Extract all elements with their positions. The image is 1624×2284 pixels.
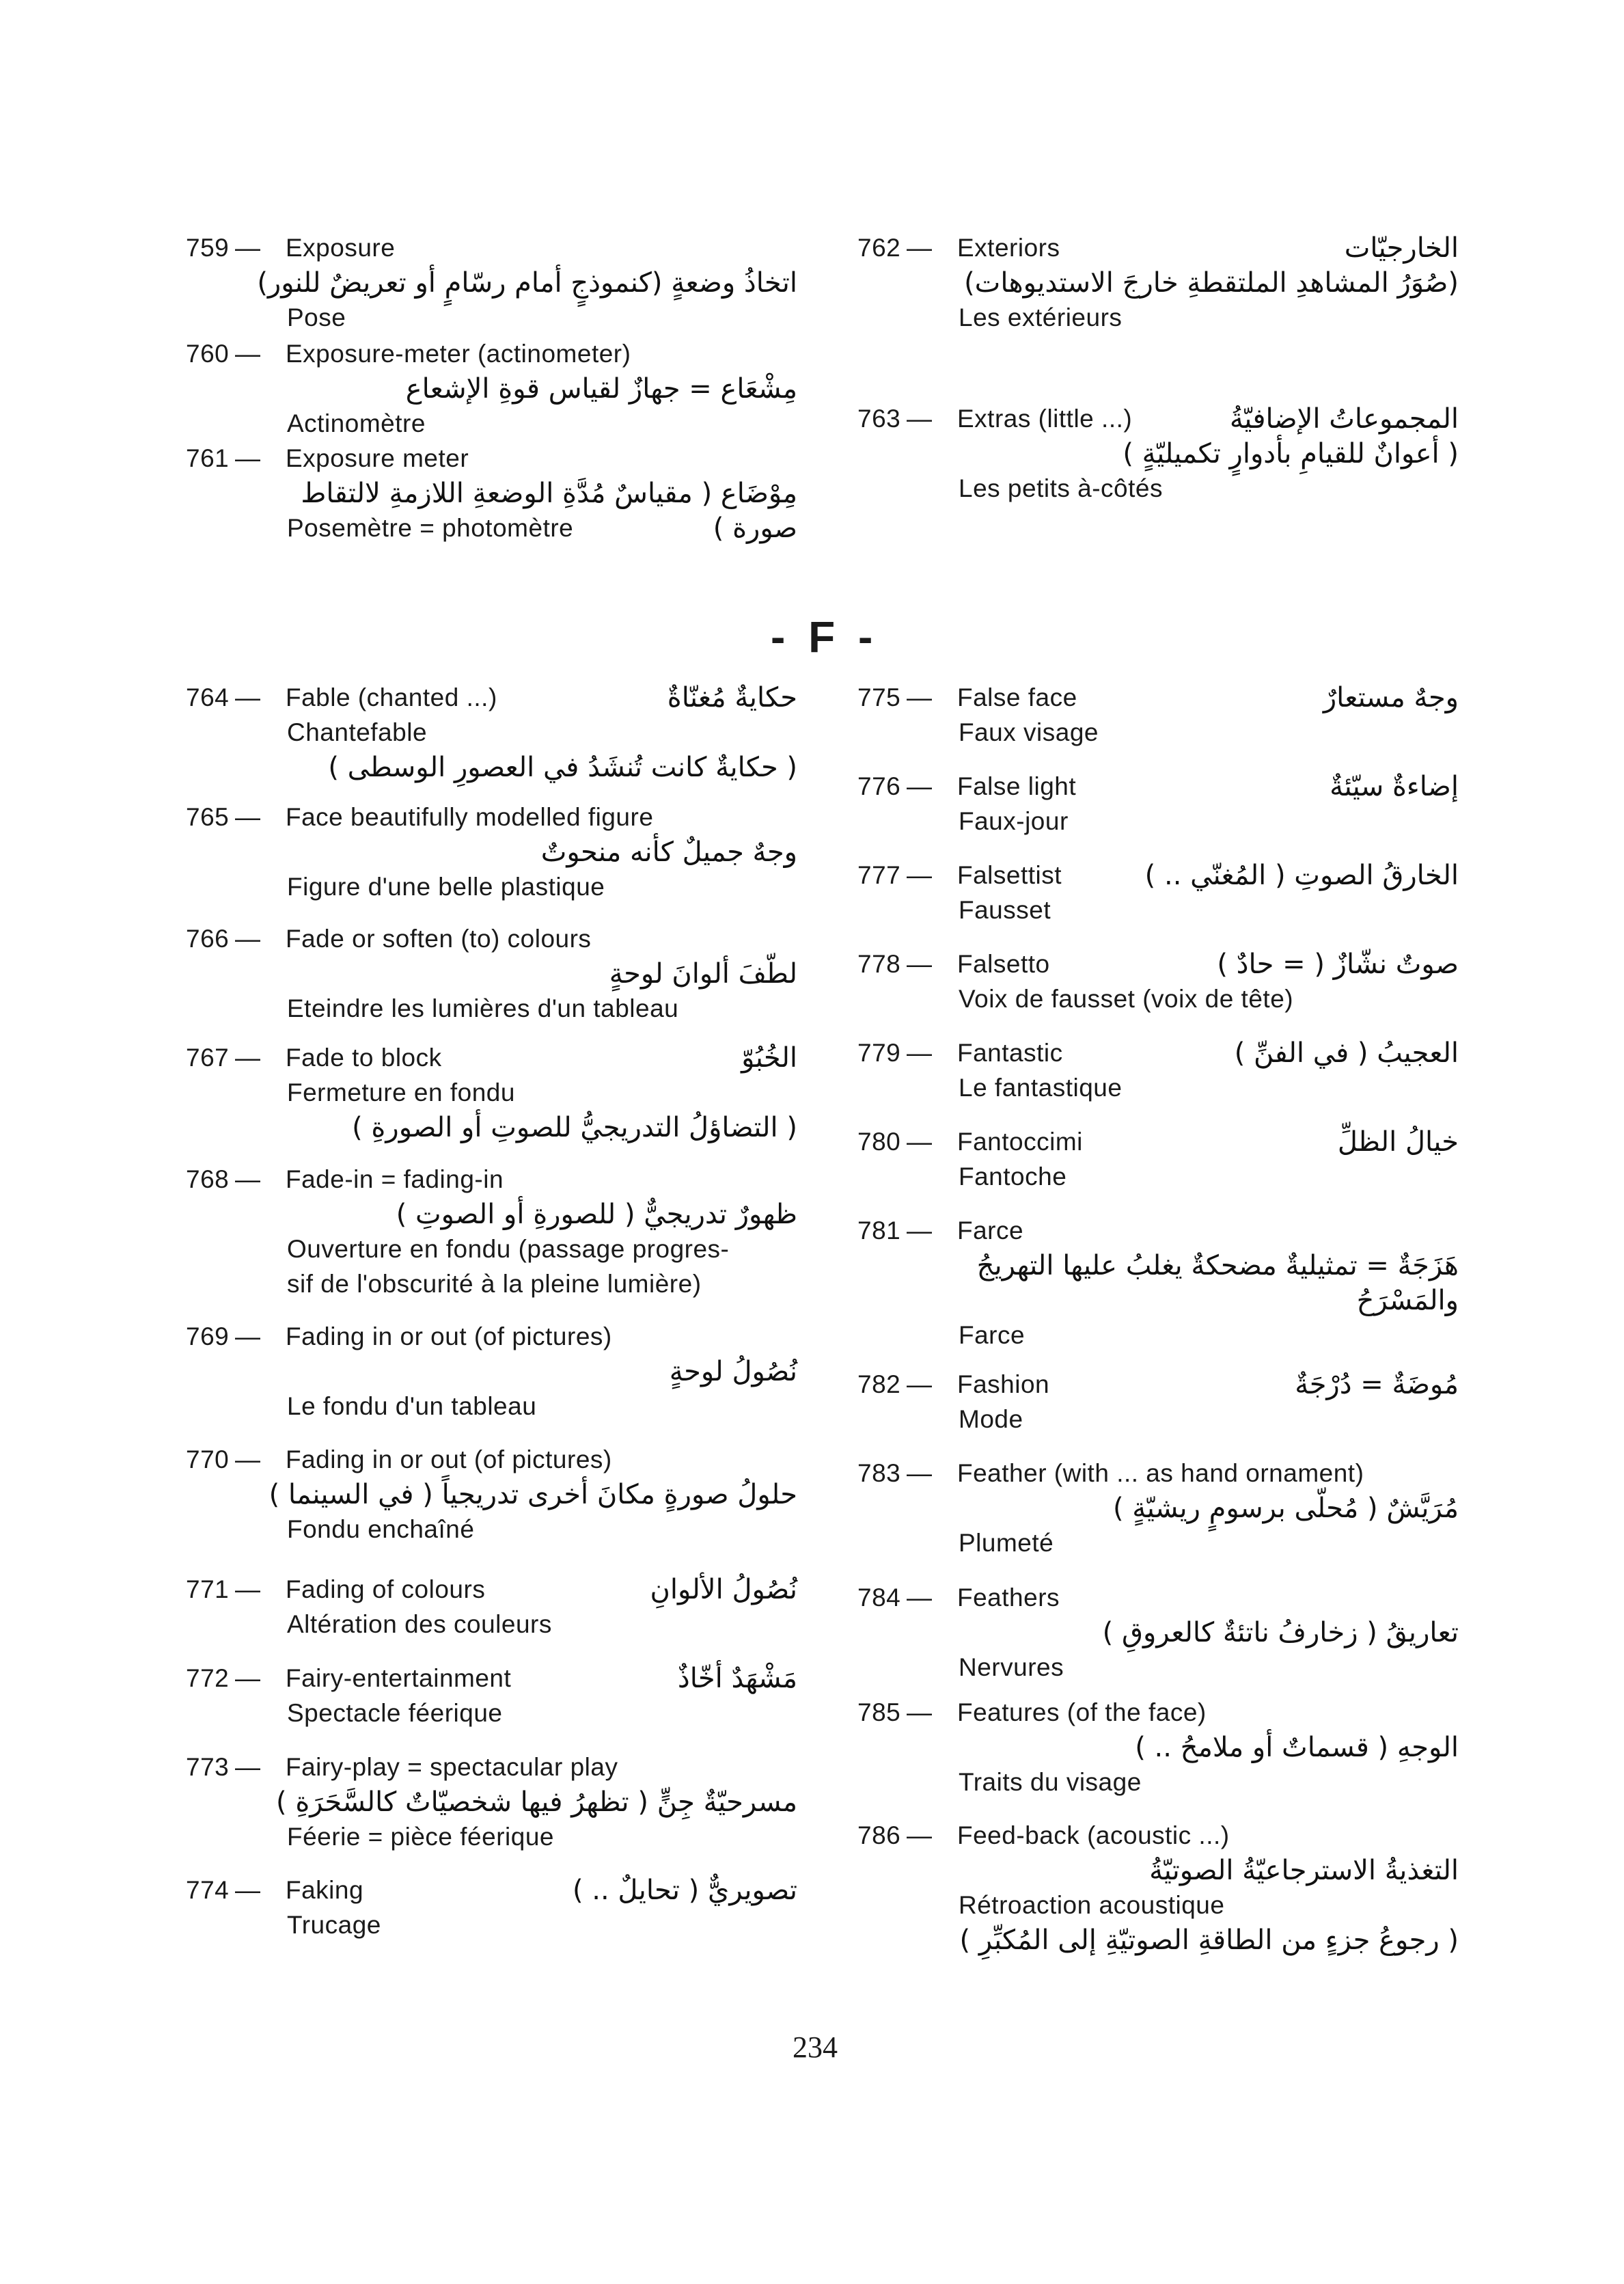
entry-line — [857, 947, 1459, 982]
arabic-text: ( حكايةٌ كانت تُنشَدُ في العصورِ الوسطى ) — [328, 752, 797, 783]
entry-headword — [857, 947, 1050, 982]
entry-headword — [857, 680, 1077, 716]
arabic-text: (صُوَرُ المشاهدِ الملتقطةِ خارجَ الاستديوهات) — [964, 267, 1459, 299]
entry-line — [186, 1750, 797, 1785]
entry-translation: Féerie = pièce féerique — [287, 1823, 554, 1851]
arabic-text: العجيبُ ( في الفنِّ ) — [1234, 1037, 1459, 1069]
arabic-text: نُصُولُ الألوانِ — [650, 1574, 797, 1605]
entry-line — [186, 1354, 797, 1389]
entry-line — [857, 1580, 1459, 1616]
entry-dash: — — [235, 1575, 261, 1603]
entry-line — [857, 858, 1459, 893]
entry-translation: Le fondu d'un tableau — [287, 1392, 537, 1420]
entry-line — [857, 300, 1459, 336]
arabic-text: مِشْعَاع = جهازٌ لقياس قوةِ الإشعاع — [405, 373, 797, 405]
arabic-text: حكايةٌ مُغنّاةٌ — [667, 682, 797, 713]
entry-line — [857, 981, 1459, 1017]
entry-term: Feather (with ... as hand ornament) — [957, 1459, 1364, 1487]
section-letter-heading: - F - — [771, 612, 879, 662]
entry-line — [186, 336, 797, 372]
entry-term: False face — [957, 683, 1077, 711]
entry-translation: Figure d'une belle plastique — [287, 873, 605, 901]
arabic-text: والمَسْرَحُ — [1356, 1285, 1459, 1316]
entry-dash: — — [235, 803, 261, 831]
arabic-text: لطّفَ ألوانَ لوحةٍ — [609, 958, 797, 990]
entry-headword — [857, 1213, 1023, 1249]
entry-line — [186, 834, 797, 870]
entry-translation: Pose — [287, 303, 346, 331]
entry-dash: — — [907, 234, 933, 262]
entry-line — [857, 1888, 1459, 1923]
entry-line — [857, 436, 1459, 472]
entry-headword — [857, 1367, 1049, 1402]
entry-line — [857, 1035, 1459, 1071]
entry-dash: — — [235, 1445, 261, 1473]
entry-number: 772 — [186, 1664, 230, 1692]
entry-number: 774 — [186, 1876, 230, 1904]
entry-number: 780 — [857, 1128, 901, 1156]
entry-number: 775 — [857, 683, 901, 711]
entry-line — [186, 371, 797, 407]
entry-term: Fantoccimi — [957, 1128, 1083, 1156]
entry-number: 777 — [857, 861, 901, 889]
entry-term: Face beautifully modelled figure — [286, 803, 654, 831]
entry-line — [857, 1283, 1459, 1318]
page-number: 234 — [793, 2030, 838, 2064]
entry-line — [857, 1213, 1459, 1249]
arabic-text: اتخاذُ وضعةٍ (كنموذجٍ أمام رسّامٍ أو تعريضٌ للنور) — [257, 267, 797, 299]
entry-line — [857, 265, 1459, 301]
entry-line — [857, 1456, 1459, 1491]
arabic-text: حلولُ صورةٍ مكانَ أخرى تدريجياً ( في السينما ) — [269, 1479, 797, 1510]
entry-dash: — — [907, 1039, 933, 1067]
entry-line — [857, 1650, 1459, 1685]
arabic-text: مُوضَةٌ = دُرْجَةٌ — [1295, 1369, 1459, 1400]
entry-line — [186, 1232, 797, 1267]
entry-headword — [186, 921, 591, 957]
entry-line — [186, 265, 797, 301]
entry-number: 760 — [186, 340, 230, 368]
entry-dash: — — [235, 1876, 261, 1904]
entry-term: Feathers — [957, 1583, 1060, 1612]
entry-dash: — — [907, 1821, 933, 1849]
entry-headword — [857, 230, 1060, 266]
entry-translation: Traits du visage — [959, 1768, 1142, 1796]
entry-number: 762 — [857, 234, 901, 262]
entry-term: Features (of the face) — [957, 1698, 1207, 1726]
entry-line — [857, 1525, 1459, 1561]
entry-dash: — — [907, 405, 933, 433]
entry-translation: Mode — [959, 1405, 1023, 1433]
entry-number: 784 — [857, 1583, 901, 1612]
entry-dash: — — [235, 234, 261, 262]
entry-term: Fade or soften (to) colours — [286, 925, 592, 953]
arabic-text: التغذيةُ الاسترجاعيّةُ الصوتيّةُ — [1149, 1855, 1459, 1886]
entry-dash: — — [235, 1044, 261, 1072]
left-column — [186, 0, 797, 2284]
entry-line — [857, 230, 1459, 266]
entry-term: Exteriors — [957, 234, 1060, 262]
entry-line — [857, 1615, 1459, 1650]
entry-translation: Spectacle féerique — [287, 1699, 503, 1727]
entry-term: Fading in or out (of pictures) — [286, 1445, 612, 1473]
entry-term: Exposure meter — [286, 444, 469, 472]
arabic-text: إضاءةٌ سيّئةٌ — [1330, 771, 1459, 802]
entry-headword — [186, 1040, 442, 1076]
entry-line — [186, 680, 797, 716]
entry-number: 786 — [857, 1821, 901, 1849]
entry-line — [186, 441, 797, 476]
entry-translation: Plumeté — [959, 1529, 1054, 1557]
entry-dash: — — [907, 950, 933, 978]
entry-term: Exposure-meter (actinometer) — [286, 340, 631, 368]
entry-dash: — — [235, 1753, 261, 1781]
entry-number: 776 — [857, 772, 901, 800]
entry-translation: Ouverture en fondu (passage progres- — [287, 1235, 730, 1263]
entry-line — [186, 1389, 797, 1424]
entry-headword — [857, 1456, 1364, 1491]
entry-translation: Les petits à-côtés — [959, 474, 1163, 502]
entry-term: Fashion — [957, 1370, 1050, 1398]
entry-headword — [186, 1873, 363, 1908]
entry-line — [857, 1818, 1459, 1853]
entry-dash: — — [907, 772, 933, 800]
entry-headword — [857, 1035, 1063, 1071]
entry-term: False light — [957, 772, 1077, 800]
entry-headword — [186, 336, 631, 372]
entry-number: 763 — [857, 405, 901, 433]
entry-line — [186, 300, 797, 336]
entry-line — [186, 1572, 797, 1607]
entry-line — [186, 1907, 797, 1943]
arabic-text: الخُبُوّ — [741, 1042, 797, 1074]
entry-number: 769 — [186, 1322, 230, 1350]
entry-term: Extras (little ...) — [957, 405, 1133, 433]
right-column — [857, 0, 1459, 2284]
entry-number: 783 — [857, 1459, 901, 1487]
entry-headword — [857, 1124, 1083, 1160]
entry-term: Fade-in = fading-in — [286, 1165, 504, 1193]
entry-headword — [857, 401, 1132, 437]
entry-translation: Fantoche — [959, 1163, 1067, 1191]
entry-translation: Fondu enchaîné — [287, 1515, 475, 1543]
entry-term: Falsettist — [957, 861, 1062, 889]
entry-number: 759 — [186, 234, 230, 262]
entry-dash: — — [235, 1165, 261, 1193]
entry-dash: — — [907, 1216, 933, 1245]
entry-headword — [186, 1750, 618, 1785]
entry-headword — [186, 1442, 612, 1478]
entry-line — [857, 401, 1459, 437]
entry-translation: sif de l'obscurité à la pleine lumière) — [287, 1270, 702, 1298]
arabic-text: الخارقُ الصوتِ ( المُغنّي .. ) — [1144, 860, 1459, 891]
entry-line — [857, 715, 1459, 750]
entry-line — [186, 956, 797, 992]
entry-line — [186, 1319, 797, 1355]
arabic-text: ( رجوعُ جزءٍ من الطاقةِ الصوتيّةِ إلى المُكبِّرِ ) — [959, 1925, 1459, 1956]
entry-headword — [186, 800, 653, 835]
entry-number: 767 — [186, 1044, 230, 1072]
arabic-text: ظهورٌ تدريجيٌّ ( للصورةِ أو الصوتِ ) — [396, 1199, 797, 1230]
entry-line — [186, 1442, 797, 1478]
arabic-text: صوتٌ نشّازٌ ( = حادٌ ) — [1217, 949, 1459, 980]
entry-dash: — — [235, 683, 261, 711]
arabic-text: الوجهِ ( قسماتٌ أو ملامحُ .. ) — [1135, 1732, 1459, 1763]
entry-number: 773 — [186, 1753, 230, 1781]
entry-headword — [186, 1572, 485, 1607]
entry-line — [186, 1110, 797, 1145]
arabic-text: وجهٌ جميلٌ كأنه منحوتٌ — [540, 837, 797, 868]
entry-dash: — — [907, 1128, 933, 1156]
entry-translation: Altération des couleurs — [287, 1610, 552, 1638]
arabic-text: صورة ) — [713, 513, 797, 544]
entry-term: Exposure — [286, 234, 396, 262]
entry-dash: — — [235, 444, 261, 472]
entry-line — [186, 1696, 797, 1731]
entry-term: Fading in or out (of pictures) — [286, 1322, 612, 1350]
arabic-text: نُصُولُ لوحةٍ — [669, 1356, 797, 1387]
entry-translation: Actinomètre — [287, 409, 426, 437]
entry-line — [186, 800, 797, 835]
entry-dash: — — [907, 1583, 933, 1612]
entry-term: Fairy-play = spectacular play — [286, 1753, 618, 1781]
entry-dash: — — [907, 1698, 933, 1726]
arabic-text: الخارجيّات — [1344, 232, 1459, 264]
entry-translation: Voix de fausset (voix de tête) — [959, 985, 1294, 1013]
entry-line — [186, 1477, 797, 1512]
entry-translation: Trucage — [287, 1911, 381, 1939]
entry-line — [186, 715, 797, 750]
arabic-text: تعاريقُ ( زخارفُ ناتئةٌ كالعروقِ ) — [1102, 1617, 1459, 1648]
entry-term: Fading of colours — [286, 1575, 486, 1603]
entry-line — [857, 1248, 1459, 1283]
entry-number: 768 — [186, 1165, 230, 1193]
entry-term: Feed-back (acoustic ...) — [957, 1821, 1230, 1849]
entry-line — [186, 406, 797, 441]
entry-line — [186, 1162, 797, 1197]
entry-line — [857, 471, 1459, 506]
entry-line — [857, 1070, 1459, 1106]
entry-term: Fable (chanted ...) — [286, 683, 497, 711]
entry-number: 778 — [857, 950, 901, 978]
entry-dash: — — [235, 1664, 261, 1692]
entry-line — [857, 680, 1459, 716]
entry-line — [186, 991, 797, 1027]
entry-headword — [186, 1319, 612, 1355]
entry-dash: — — [907, 1370, 933, 1398]
entry-line — [186, 1819, 797, 1855]
entry-dash: — — [907, 861, 933, 889]
entry-translation: Fausset — [959, 896, 1051, 924]
entry-headword — [186, 1661, 511, 1696]
arabic-text: ( التضاؤلُ التدريجيُّ للصوتِ أو الصورةِ ) — [352, 1112, 797, 1143]
entry-line — [186, 230, 797, 266]
entry-translation: Faux visage — [959, 718, 1099, 746]
entry-number: 781 — [857, 1216, 901, 1245]
arabic-text: خيالُ الظلِّ — [1337, 1126, 1459, 1158]
entry-line — [186, 750, 797, 785]
entry-line — [186, 1512, 797, 1547]
entry-dash: — — [907, 683, 933, 711]
entry-translation: Rétroaction acoustique — [959, 1891, 1225, 1919]
entry-translation: Le fantastique — [959, 1074, 1123, 1102]
entry-line — [857, 1695, 1459, 1730]
entry-number: 770 — [186, 1445, 230, 1473]
entry-line — [857, 1491, 1459, 1526]
entry-headword — [186, 441, 469, 476]
entry-line — [857, 1124, 1459, 1160]
entry-line — [186, 921, 797, 957]
entry-number: 761 — [186, 444, 230, 472]
entry-headword — [857, 1818, 1230, 1853]
arabic-text: مُرَيَّشٌ ( مُحلّى برسومٍ ريشيّةٍ ) — [1112, 1493, 1459, 1524]
entry-headword — [857, 858, 1062, 893]
arabic-text: المجموعاتُ الإضافيّةُ — [1229, 403, 1459, 435]
entry-dash: — — [235, 925, 261, 953]
entry-translation: Posemètre = photomètre — [287, 514, 574, 542]
entry-line — [186, 1784, 797, 1820]
entry-line — [857, 1922, 1459, 1958]
entry-dash: — — [907, 1459, 933, 1487]
arabic-text: تصويريٌّ ( تحايلٌ .. ) — [572, 1875, 797, 1906]
entry-line — [857, 1765, 1459, 1800]
entry-headword — [186, 230, 395, 266]
entry-translation: Farce — [959, 1321, 1026, 1349]
entry-dash: — — [235, 1322, 261, 1350]
entry-line — [186, 1661, 797, 1696]
entry-translation: Faux-jour — [959, 807, 1069, 835]
entry-line — [186, 869, 797, 905]
entry-line — [857, 1318, 1459, 1353]
entry-headword — [857, 769, 1076, 804]
entry-number: 771 — [186, 1575, 230, 1603]
entry-line — [857, 1159, 1459, 1195]
entry-line — [186, 511, 797, 546]
entry-number: 779 — [857, 1039, 901, 1067]
entry-line — [857, 1367, 1459, 1402]
entry-line — [857, 804, 1459, 839]
entry-term: Farce — [957, 1216, 1024, 1245]
arabic-text: ( أعوانٌ للقيامِ بأدوارٍ تكميليّةٍ ) — [1123, 438, 1459, 470]
entry-line — [857, 1730, 1459, 1765]
arabic-text: هَزَجَةٌ = تمثيليةٌ مضحكةٌ يغلبُ عليها التهريجُ — [976, 1250, 1459, 1281]
entry-line — [186, 1197, 797, 1232]
arabic-text: مسرحيّةٌ جِنٍّ ( تظهرُ فيها شخصيّاتٌ كالسَّحَرَةِ ) — [276, 1786, 797, 1818]
entry-number: 785 — [857, 1698, 901, 1726]
entry-line — [186, 1075, 797, 1111]
entry-number: 782 — [857, 1370, 901, 1398]
entry-number: 766 — [186, 925, 230, 953]
entry-translation: Les extérieurs — [959, 303, 1123, 331]
entry-headword — [186, 1162, 504, 1197]
entry-term: Fantastic — [957, 1039, 1063, 1067]
entry-term: Faking — [286, 1876, 364, 1904]
entry-line — [186, 1873, 797, 1908]
entry-line — [857, 893, 1459, 928]
entry-line — [857, 1853, 1459, 1888]
entry-term: Falsetto — [957, 950, 1050, 978]
arabic-text: وجهٌ مستعارٌ — [1323, 682, 1459, 713]
entry-line — [857, 1402, 1459, 1437]
entry-headword — [857, 1580, 1060, 1616]
entry-term: Fairy-entertainment — [286, 1664, 512, 1692]
entry-number: 765 — [186, 803, 230, 831]
entry-line — [186, 1607, 797, 1642]
entry-line — [857, 769, 1459, 804]
entry-translation: Nervures — [959, 1653, 1064, 1681]
arabic-text: مِوْضَاع ( مقياسٌ مُدَّةِ الوضعةِ اللازمةِ لالتقاط — [301, 478, 797, 509]
entry-number: 764 — [186, 683, 230, 711]
entry-term: Fade to block — [286, 1044, 442, 1072]
entry-line — [186, 476, 797, 511]
entry-line — [186, 1266, 797, 1302]
entry-translation: Eteindre les lumières d'un tableau — [287, 994, 679, 1022]
entry-headword — [186, 680, 497, 716]
entry-translation: Chantefable — [287, 718, 428, 746]
entry-headword — [857, 1695, 1207, 1730]
entry-dash: — — [235, 340, 261, 368]
entry-translation: Fermeture en fondu — [287, 1078, 515, 1106]
arabic-text: مَشْهَدٌ أخّاذٌ — [677, 1663, 797, 1694]
entry-line — [186, 1040, 797, 1076]
